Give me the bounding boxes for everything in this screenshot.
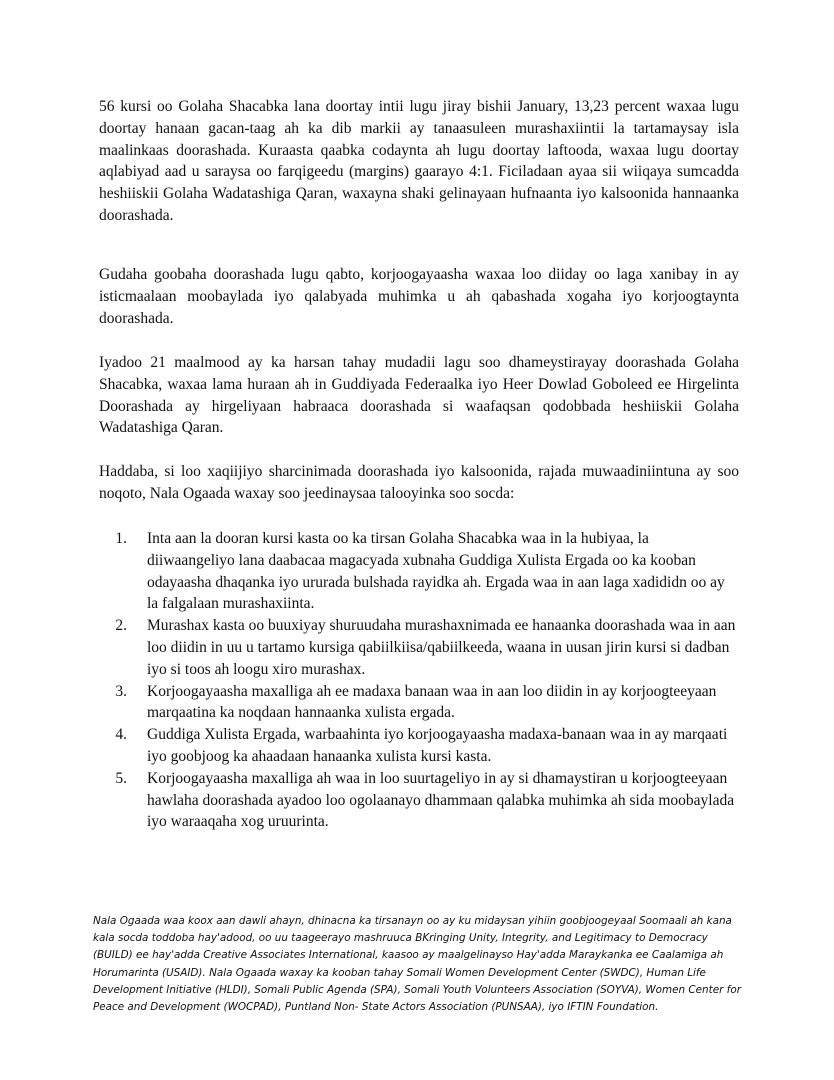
list-item-text: Korjoogayaasha maxalliga ah ee madaxa banaan waa in aan loo diidin in ay korjoogteeyaan marqaatina ka noqdaan hannaanka xulista ergada. xyxy=(147,682,717,722)
footnote-about-nala-ogaada: Nala Ogaada waa koox aan dawli ahayn, dhinacna ka tirsanayn oo ay ku midaysan yihiin goobjoogeyaal Soomaali ah kana kala socda toddoba hay'adood, oo uu taageerayo mashruuca BKringing Unity, Integrity, and Legitimacy to Democracy (BUILD) ee hay'adda Creative Associates International, kaasoo ay maalgelinayso Hay'adda Maraykanka ee Caalamiga ah Horumarinta (USAID). Nala Ogaada waxay ka kooban tahay Somali Women Development Center (SWDC), Human Life Development Initiative (HLDI), Somali Public Agenda (SPA), Somali Youth Volunteers Association (SOYVA), Women Center for Peace and Development (WOCPAD), Puntland Non- State Actors Association (PUNSAA), iyo IFTIN Foundation. xyxy=(93,915,741,1014)
list-item-number: 1. xyxy=(115,530,127,547)
recommendations-list xyxy=(99,528,739,833)
list-item-number: 5. xyxy=(115,769,127,787)
list-item xyxy=(99,724,739,768)
list-item xyxy=(99,528,739,615)
list-item xyxy=(99,768,739,833)
list-item xyxy=(99,615,739,680)
list-item-number: 4. xyxy=(115,726,127,744)
list-item-number: 2. xyxy=(115,617,127,635)
list-item-text: Korjoogayaasha maxalliga ah waa in loo suurtageliyo in ay si dhamaystiran u korjoogteeyaan hawlaha doorashada ayadoo loo ogolaanayo dhammaan qalabka muhimka ah sida moobaylada iyo waraaqaha xog uruurinta. xyxy=(147,769,735,831)
list-item-text: Inta aan la dooran kursi kasta oo ka tirsan Golaha Shacabka waa in la hubiyaa, la diiwaangeliyo lana daabacaa magacyada xubnaha Guddiga Xulista Ergada oo ka kooban odayaasha dhaqanka iyo ururada bulshada rayidka ah. Ergada waa in aan laga xadididn oo ay la falgalaan murashaxiinta. xyxy=(147,530,725,613)
list-item-text: Guddiga Xulista Ergada, warbaahinta iyo korjoogayaasha madaxa-banaan waa in ay marqaati iyo goobjoog ka ahaadaan hanaanka xulista kursi kasta. xyxy=(147,726,728,765)
paragraph-observer-restrictions: Gudaha goobaha doorashada lugu qabto, korjoogayaasha waxaa loo diiday oo laga xanibay in ay isticmaalaan moobaylada iyo qalabyada muhimka u ah qabashada xogaha iyo korjoogtaynta doorashada. xyxy=(99,266,739,327)
list-item xyxy=(99,681,739,725)
list-item-number: 3. xyxy=(115,682,127,700)
list-item-text: Murashax kasta oo buuxiyay shuruudaha murashaxnimada ee hanaanka doorashada waa in aan loo diidin in uu u tartamo kursiga qabiilkiisa/qabiilkeeda, waana in uusan jirin kursi si dadban iyo si toos ah loogu xiro murashax. xyxy=(147,617,736,678)
paragraph-remaining-time: Iyadoo 21 maalmood ay ka harsan tahay mudadii lagu soo dhameystirayay doorashada Golaha Shacabka, waxaa lama huraan ah in Guddiyada Federaalka iyo Heer Dowlad Goboleed ee Hirgelinta Doorashada ay hirgeliyaan habraaca doorashada si waafaqsan qodobbada heshiiskii Golaha Wadatashiga Qaran. xyxy=(99,354,739,437)
paragraph-recommendations-intro: Haddaba, si loo xaqiijiyo sharcinimada doorashada iyo kalsoonida, rajada muwaadiniintuna ay soo noqoto, Nala Ogaada waxay soo jeedinaysaa talooyinka soo socda: xyxy=(99,463,739,502)
paragraph-election-results: 56 kursi oo Golaha Shacabka lana doortay intii lugu jiray bishii January, 13,23 percent waxaa lugu doortay hanaan gacan-taag ah ka dib markii ay tanaasuleen murashaxiintii la tartamaysay isla maalinkaas doorashada. Kuraasta qaabka codaynta ah lugu doortay laftooda, waxaa lugu doortay aqlabiyad aad u saraysa oo farqigeedu (margins) gaarayo 4:1. Ficiladaan ayaa sii wiiqaya sumcadda heshiiskii Golaha Wadatashiga Qaran, waxayna shaki gelinayaan hufnaanta iyo kalsoonida hannaanka doorashada. xyxy=(99,98,739,224)
